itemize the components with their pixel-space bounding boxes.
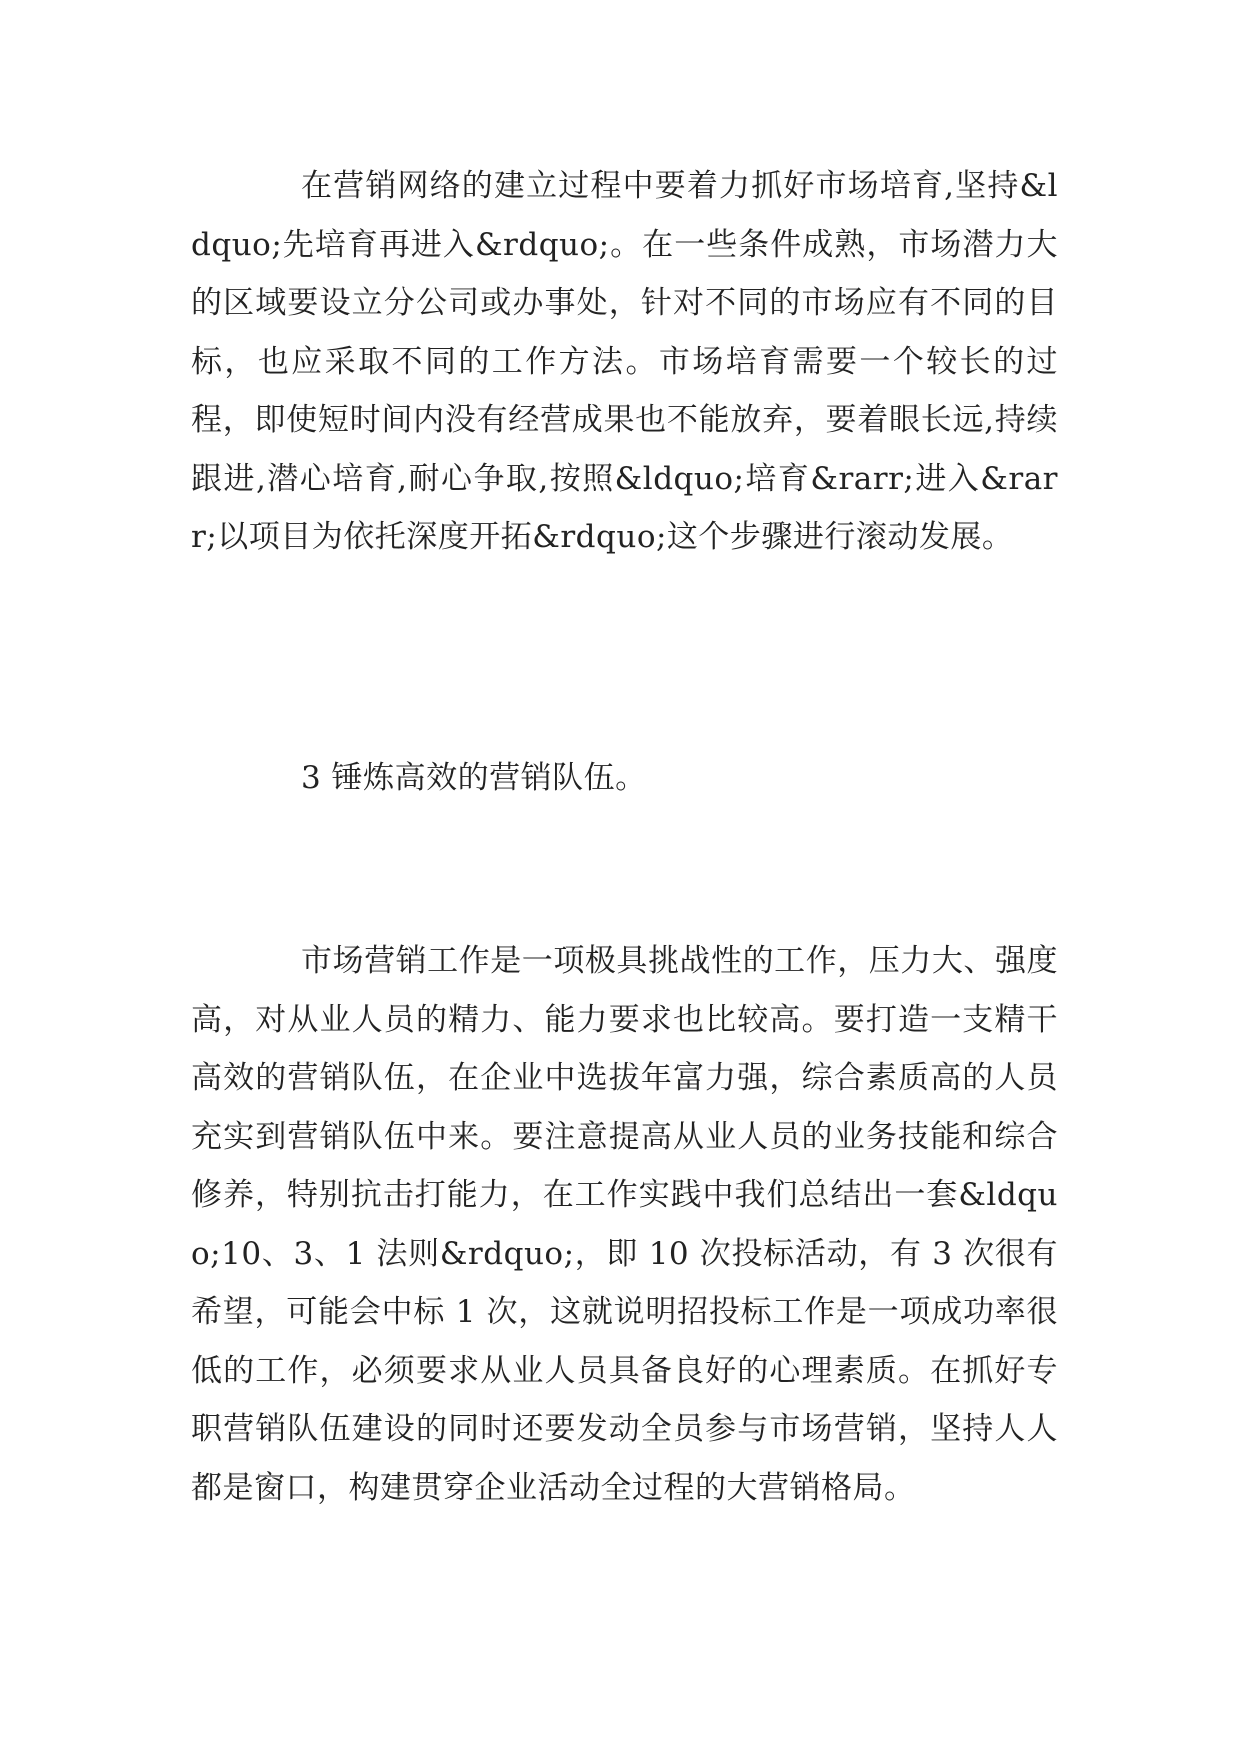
- paragraph-marketing-network: 在营销网络的建立过程中要着力抓好市场培育,坚持&ldquo;先培育再进入&rdquo;。在一些条件成熟，市场潜力大的区域要设立分公司或办事处，针对不同的市场应有不同的目标，也应采取不同的工作方法。市场培育需要一个较长的过程，即使短时间内没有经营成果也不能放弃，要着眼长远,持续跟进,潜心培育,耐心争取,按照&ldquo;培育&rarr;进入&rarr;以项目为依托深度开拓&rdquo;这个步骤进行滚动发展。: [191, 168, 1058, 555]
- paragraph-sales-team: 市场营销工作是一项极具挑战性的工作，压力大、强度高，对从业人员的精力、能力要求也比较高。要打造一支精干高效的营销队伍，在企业中选拔年富力强，综合素质高的人员充实到营销队伍中来。要注意提高从业人员的业务技能和综合修养，特别抗击打能力，在工作实践中我们总结出一套&ldquo;10、3、1 法则&rdquo;，即 10 次投标活动，有 3 次很有希望，可能会中标 1 次，这就说明招投标工作是一项成功率很低的工作，必须要求从业人员具备良好的心理素质。在抓好专职营销队伍建设的同时还要发动全员参与市场营销，坚持人人都是窗口，构建贯穿企业活动全过程的大营销格局。: [191, 943, 1058, 1506]
- section-heading-sales-team: 3 锤炼高效的营销队伍。: [301, 760, 647, 796]
